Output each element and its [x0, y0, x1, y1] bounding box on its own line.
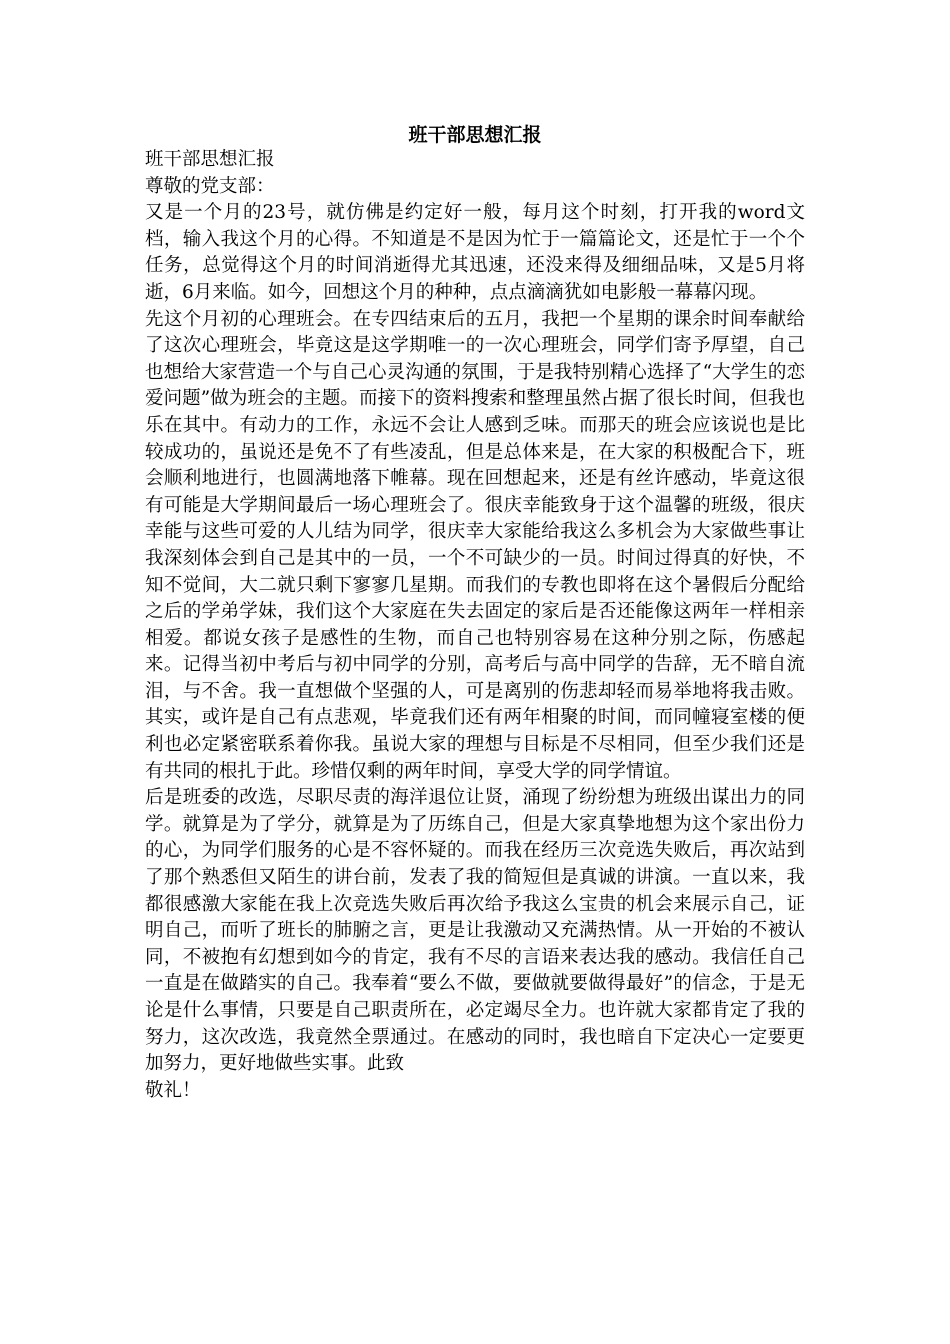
document-title: 班干部思想汇报 — [408, 124, 542, 146]
body-paragraph-2: 先这个月初的心理班会。在专四结束后的五月，我把一个星期的课余时间奉献给了这次心理班会，毕竟这是这学期唯一的一次心理班会，同学们寄予厚望，自己也想给大家营造一个与自己心灵沟通的氛围，于是我特别精心选择了“大学生的恋爱问题”做为班会的主题。而接下的资料搜索和整理虽然占据了很长时间，但我也乐在其中。有动力的工作，永远不会让人感到乏味。而那天的班会应该说也是比较成功的，虽说还是免不了有些凌乱，但是总体来是，在大家的积极配合下，班会顺利地进行，也圆满地落下帷幕。现在回想起来，还是有丝许感动，毕竟这很有可能是大学期间最后一场心理班会了。很庆幸能致身于这个温馨的班级，很庆幸能与这些可爱的人儿结为同学，很庆幸大家能给我这么多机会为大家做些事让我深刻体会到自己是其中的一员，一个不可缺少的一员。时间过得真的好快，不知不觉间，大二就只剩下寥寥几星期。而我们的专教也即将在这个暑假后分配给之后的学弟学妹，我们这个大家庭在失去固定的家后是否还能像这两年一样相亲相爱。都说女孩子是感性的生物，而自己也特别容易在这种分别之际，伤感起来。记得当初中考后与初中同学的分别，高考后与高中同学的告辞，无不暗自流泪，与不舍。我一直想做个坚强的人，可是离别的伤悲却轻而易举地将我击败。其实，或许是自己有点悲观，毕竟我们还有两年相聚的时间，而同幢寝室楼的便利也必定紧密联系着你我。虽说大家的理想与目标是不尽相同，但至少我们还是有共同的根扎于此。珍惜仅剩的两年时间，享受大学的同学情谊。 — [145, 308, 805, 782]
salutation-paragraph: 尊敬的党支部： — [145, 175, 275, 197]
body-paragraph-1: 又是一个月的23号，就仿佛是约定好一般，每月这个时刻，打开我的word文档，输入我这个月的心得。不知道是不是因为忙于一篇篇论文，还是忙于一个个任务，总觉得这个月的时间消逝得尤其迅速，还没来得及细细品味，又是5月将逝，6月来临。如今，回想这个月的种种，点点滴滴犹如电影般一幕幕闪现。 — [145, 202, 805, 303]
closing-paragraph: 敬礼！ — [145, 1079, 201, 1101]
body-paragraph-3: 后是班委的改选，尽职尽责的海洋退位让贤，涌现了纷纷想为班级出谋出力的同学。就算是为了学分，就算是为了历练自己，但是大家真挚地想为这个家出份力的心，为同学们服务的心是不容怀疑的。而我在经历三次竞选失败后，再次站到了那个熟悉但又陌生的讲台前，发表了我的简短但是真诚的讲演。一直以来，我都很感激大家能在我上次竞选失败后再次给予我这么宝贵的机会来展示自己，证明自己，而听了班长的肺腑之言，更是让我激动又充满热情。从一开始的不被认同，不被抱有幻想到如今的肯定，我有不尽的言语来表达我的感动。我信任自己一直是在做踏实的自己。我奉着“要么不做，要做就要做得最好”的信念，于是无论是什么事情，只要是自己职责所在，必定竭尽全力。也许就大家都肯定了我的努力，这次改选，我竟然全票通过。在感动的同时，我也暗自下定决心一定要更加努力，更好地做些实事。此致 — [145, 787, 805, 1075]
subtitle-paragraph: 班干部思想汇报 — [145, 149, 275, 170]
document-body — [145, 147, 805, 1104]
